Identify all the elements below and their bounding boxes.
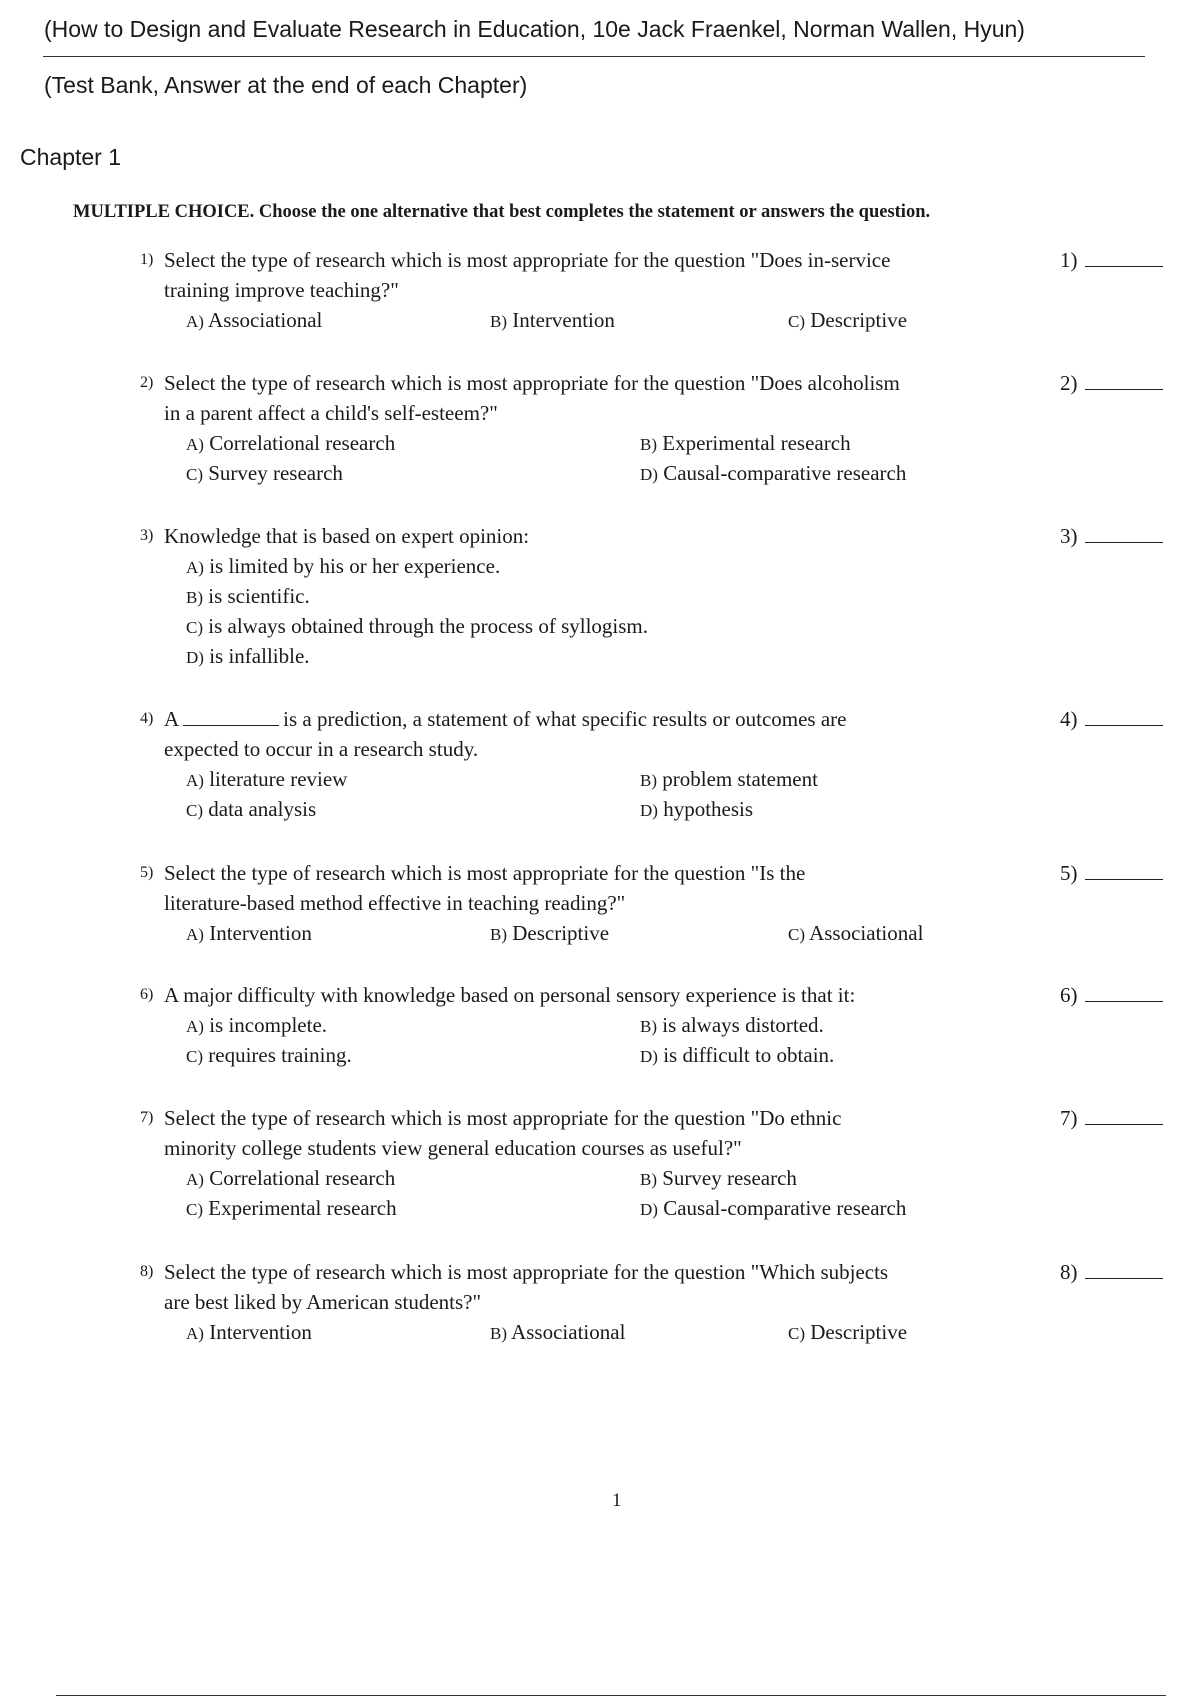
option-label: D) [640,1047,658,1066]
answer-number: 8) [1060,1260,1078,1284]
option-a [186,551,500,583]
option-text: Correlational research [209,1166,396,1190]
stem-line: Select the type of research which is most appropriate for the question "Which subjects [164,1260,889,1284]
option-label: A) [186,771,204,790]
option-label: A) [186,558,204,577]
answer-blank[interactable] [1085,1001,1163,1002]
option-label: B) [640,1170,657,1189]
option-b [186,581,310,613]
option-label: C) [788,312,805,331]
stem-line: Select the type of research which is most appropriate for the question "Is the [164,861,806,885]
options-row [140,458,1170,488]
option-d [640,1193,906,1225]
option-c [788,918,923,950]
option-b [490,1317,625,1349]
option-b [490,918,609,950]
option-d [640,458,906,490]
option-label: C) [788,1324,805,1343]
option-text: Descriptive [810,1320,908,1344]
option-c [788,1317,907,1349]
option-label: C) [186,618,203,637]
answer-number: 6) [1060,983,1078,1007]
option-text: data analysis [208,797,317,821]
question-number: 7) [140,1109,154,1126]
option-label: A) [186,1324,204,1343]
option-b [640,1010,824,1042]
option-text: literature review [209,767,348,791]
option-text: is scientific. [208,584,310,608]
option-text: problem statement [662,767,818,791]
option-label: D) [186,648,204,667]
answer-blank[interactable] [1085,266,1163,267]
option-a [186,764,347,796]
option-c [788,305,907,337]
question-number: 5) [140,864,154,881]
question-1 [140,245,1170,335]
option-text: Experimental research [662,431,851,455]
fill-in-blank [183,705,279,726]
option-label: A) [186,435,204,454]
options-row [140,1193,1170,1223]
question-stem [140,1103,1034,1163]
option-b [640,1163,797,1195]
option-label: B) [490,1324,507,1343]
option-label: A) [186,312,204,331]
options-row [140,611,1170,641]
page-number: 1 [612,1490,622,1511]
stem-line: Select the type of research which is most appropriate for the question "Do ethnic [164,1106,842,1130]
option-text: is always obtained through the process of syllogism. [208,614,649,638]
option-label: C) [186,1047,203,1066]
option-label: B) [640,435,657,454]
question-number: 6) [140,986,154,1003]
option-text: Correlational research [209,431,396,455]
stem-line: expected to occur in a research study. [164,737,479,761]
option-c [186,1193,397,1225]
option-b [640,764,818,796]
option-c [186,611,648,643]
section-instructions: MULTIPLE CHOICE. Choose the one alternative that best completes the statement or answers the question. [73,202,931,222]
options-row [140,1317,1170,1347]
stem-line: A major difficulty with knowledge based on personal sensory experience is that it: [164,983,856,1007]
option-text: hypothesis [663,797,754,821]
option-text: Descriptive [512,921,610,945]
options-row [140,581,1170,611]
option-a [186,1010,327,1042]
option-label: D) [640,801,658,820]
option-text: Associational [809,921,924,945]
option-text: is incomplete. [209,1013,328,1037]
option-text: is infallible. [209,644,310,668]
option-b [640,428,851,460]
test-bank-subtitle: (Test Bank, Answer at the end of each Chapter) [44,72,528,98]
stem-line: training improve teaching?" [164,278,399,302]
answer-number: 5) [1060,861,1078,885]
option-text: Causal-comparative research [663,461,907,485]
option-text: requires training. [208,1043,352,1067]
answer-number: 1) [1060,248,1078,272]
options-row [140,428,1170,458]
stem-line: Knowledge that is based on expert opinion: [164,524,530,548]
header-rule [43,56,1145,57]
option-label: C) [186,1200,203,1219]
stem-line: Select the type of research which is most appropriate for the question "Does alcoholism [164,371,900,395]
chapter-heading: Chapter 1 [20,144,122,170]
question-number: 1) [140,251,154,268]
option-label: B) [490,312,507,331]
option-text: Descriptive [810,308,908,332]
option-c [186,794,316,826]
stem-line [164,704,1034,734]
option-a [186,918,312,950]
option-label: D) [640,1200,658,1219]
options-row [140,1040,1170,1070]
option-a [186,428,395,460]
question-5 [140,858,1170,948]
option-text: Experimental research [208,1196,397,1220]
option-text: Survey research [208,461,343,485]
option-label: A) [186,1170,204,1189]
question-stem [140,521,1034,551]
options-row [140,1010,1170,1040]
option-text: Intervention [512,308,615,332]
options-row [140,764,1170,794]
answer-blank[interactable] [1085,542,1163,543]
question-stem [140,368,1034,428]
answer-blank[interactable] [1085,879,1163,880]
option-label: C) [788,925,805,944]
option-d [640,1040,834,1072]
question-stem [140,858,1034,918]
option-label: C) [186,465,203,484]
option-a [186,305,322,337]
options-row [140,551,1170,581]
stem-line: in a parent affect a child's self-esteem?" [164,401,498,425]
option-text: is difficult to obtain. [663,1043,835,1067]
question-stem [140,980,1034,1010]
option-label: B) [490,925,507,944]
question-8 [140,1257,1170,1347]
option-d [186,641,310,673]
options-row [140,1163,1170,1193]
option-c [186,1040,352,1072]
options-row [140,305,1170,335]
options-row [140,918,1170,948]
question-stem [140,1257,1034,1317]
answer-blank[interactable] [1085,725,1163,726]
stem-text: A [164,707,180,731]
option-text: Associational [511,1320,626,1344]
question-2 [140,368,1170,488]
book-title: (How to Design and Evaluate Research in Education, 10e Jack Fraenkel, Norman Wallen, Hyun) [44,16,1025,42]
question-3 [140,521,1170,671]
answer-number: 7) [1060,1106,1078,1130]
footer-rule [56,1695,1166,1696]
question-number: 2) [140,374,154,391]
stem-line: are best liked by American students?" [164,1290,482,1314]
option-label: B) [640,1017,657,1036]
question-stem [140,245,1034,305]
question-number: 3) [140,527,154,544]
question-7 [140,1103,1170,1223]
answer-blank[interactable] [1085,389,1163,390]
question-number: 8) [140,1263,154,1280]
option-text: Intervention [209,1320,312,1344]
answer-number: 3) [1060,524,1078,548]
option-d [640,794,753,826]
stem-line: minority college students view general education courses as useful?" [164,1136,742,1160]
option-text: Associational [208,308,323,332]
question-number: 4) [140,710,154,727]
answer-number: 2) [1060,371,1078,395]
option-b [490,305,615,337]
options-row [140,794,1170,824]
answer-blank[interactable] [1085,1278,1163,1279]
option-text: Causal-comparative research [663,1196,907,1220]
option-a [186,1163,395,1195]
option-label: A) [186,1017,204,1036]
option-c [186,458,343,490]
option-text: Intervention [209,921,312,945]
stem-text: is a prediction, a statement of what specific results or outcomes are [283,707,847,731]
option-label: B) [640,771,657,790]
option-label: A) [186,925,204,944]
answer-number: 4) [1060,707,1078,731]
question-4 [140,704,1170,824]
question-6 [140,980,1170,1070]
option-label: B) [186,588,203,607]
option-text: Survey research [662,1166,797,1190]
option-text: is always distorted. [662,1013,824,1037]
option-label: D) [640,465,658,484]
answer-blank[interactable] [1085,1124,1163,1125]
stem-line: literature-based method effective in teaching reading?" [164,891,626,915]
option-a [186,1317,312,1349]
option-label: C) [186,801,203,820]
options-row [140,641,1170,671]
stem-line: Select the type of research which is most appropriate for the question "Does in-service [164,248,891,272]
question-stem [140,704,1034,764]
option-text: is limited by his or her experience. [209,554,501,578]
